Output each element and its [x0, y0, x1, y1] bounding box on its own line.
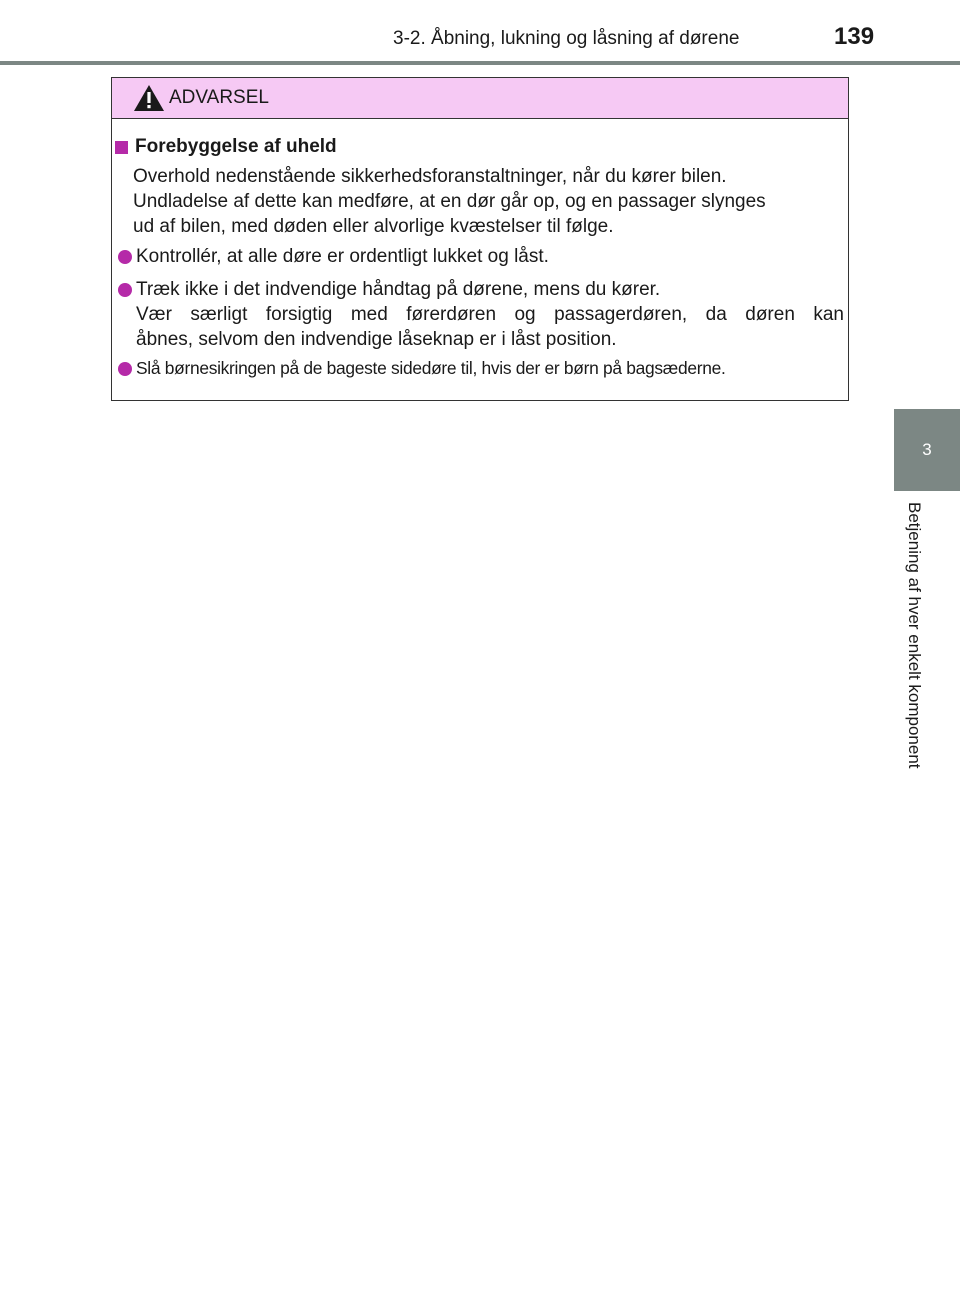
intro-line: Overhold nedenstående sikkerhedsforanstaltninger, når du kører bilen.: [133, 166, 727, 187]
intro-line: Undladelse af dette kan medføre, at en dør går op, og en passager slynges: [133, 191, 766, 212]
chapter-tab: [894, 409, 960, 491]
bullet-line: Træk ikke i det indvendige håndtag på dørene, mens du kører.: [136, 279, 661, 300]
heading-text: Forebyggelse af uheld: [135, 136, 337, 157]
bullet-text: [136, 356, 844, 381]
bullet-text: [136, 277, 844, 352]
square-bullet-icon: [115, 141, 128, 154]
bullet-line: åbnes, selvom den indvendige låseknap er i låst position.: [136, 329, 617, 350]
intro-paragraph: [133, 164, 843, 239]
header-rule: [0, 61, 960, 65]
chapter-label-text: Betjening af hver enkelt komponent: [905, 502, 924, 769]
section-title: 3-2. Åbning, lukning og låsning af dørene: [393, 28, 740, 49]
bullet-text: [136, 244, 844, 269]
warning-triangle-icon: [133, 84, 165, 112]
bullet-line: Kontrollér, at alle døre er ordentligt lukket og låst.: [136, 246, 549, 267]
warning-header: [112, 78, 848, 119]
chapter-label: [894, 502, 934, 822]
page-number: 139: [834, 23, 875, 50]
bullet-dot-icon: [118, 283, 132, 297]
warning-box: [111, 77, 849, 401]
bullet-dot-icon: [118, 362, 132, 376]
bullet-line: Vær særligt forsigtig med førerdøren og passagerdøren, da døren kan: [136, 304, 844, 325]
bullet-dot-icon: [118, 250, 132, 264]
warning-title: ADVARSEL: [169, 87, 269, 108]
chapter-number: 3: [922, 440, 932, 459]
bullet-line: Slå børnesikringen på de bageste sidedøre til, hvis der er børn på bagsæderne.: [136, 358, 726, 378]
intro-line: ud af bilen, med døden eller alvorlige kvæstelser til følge.: [133, 216, 614, 237]
